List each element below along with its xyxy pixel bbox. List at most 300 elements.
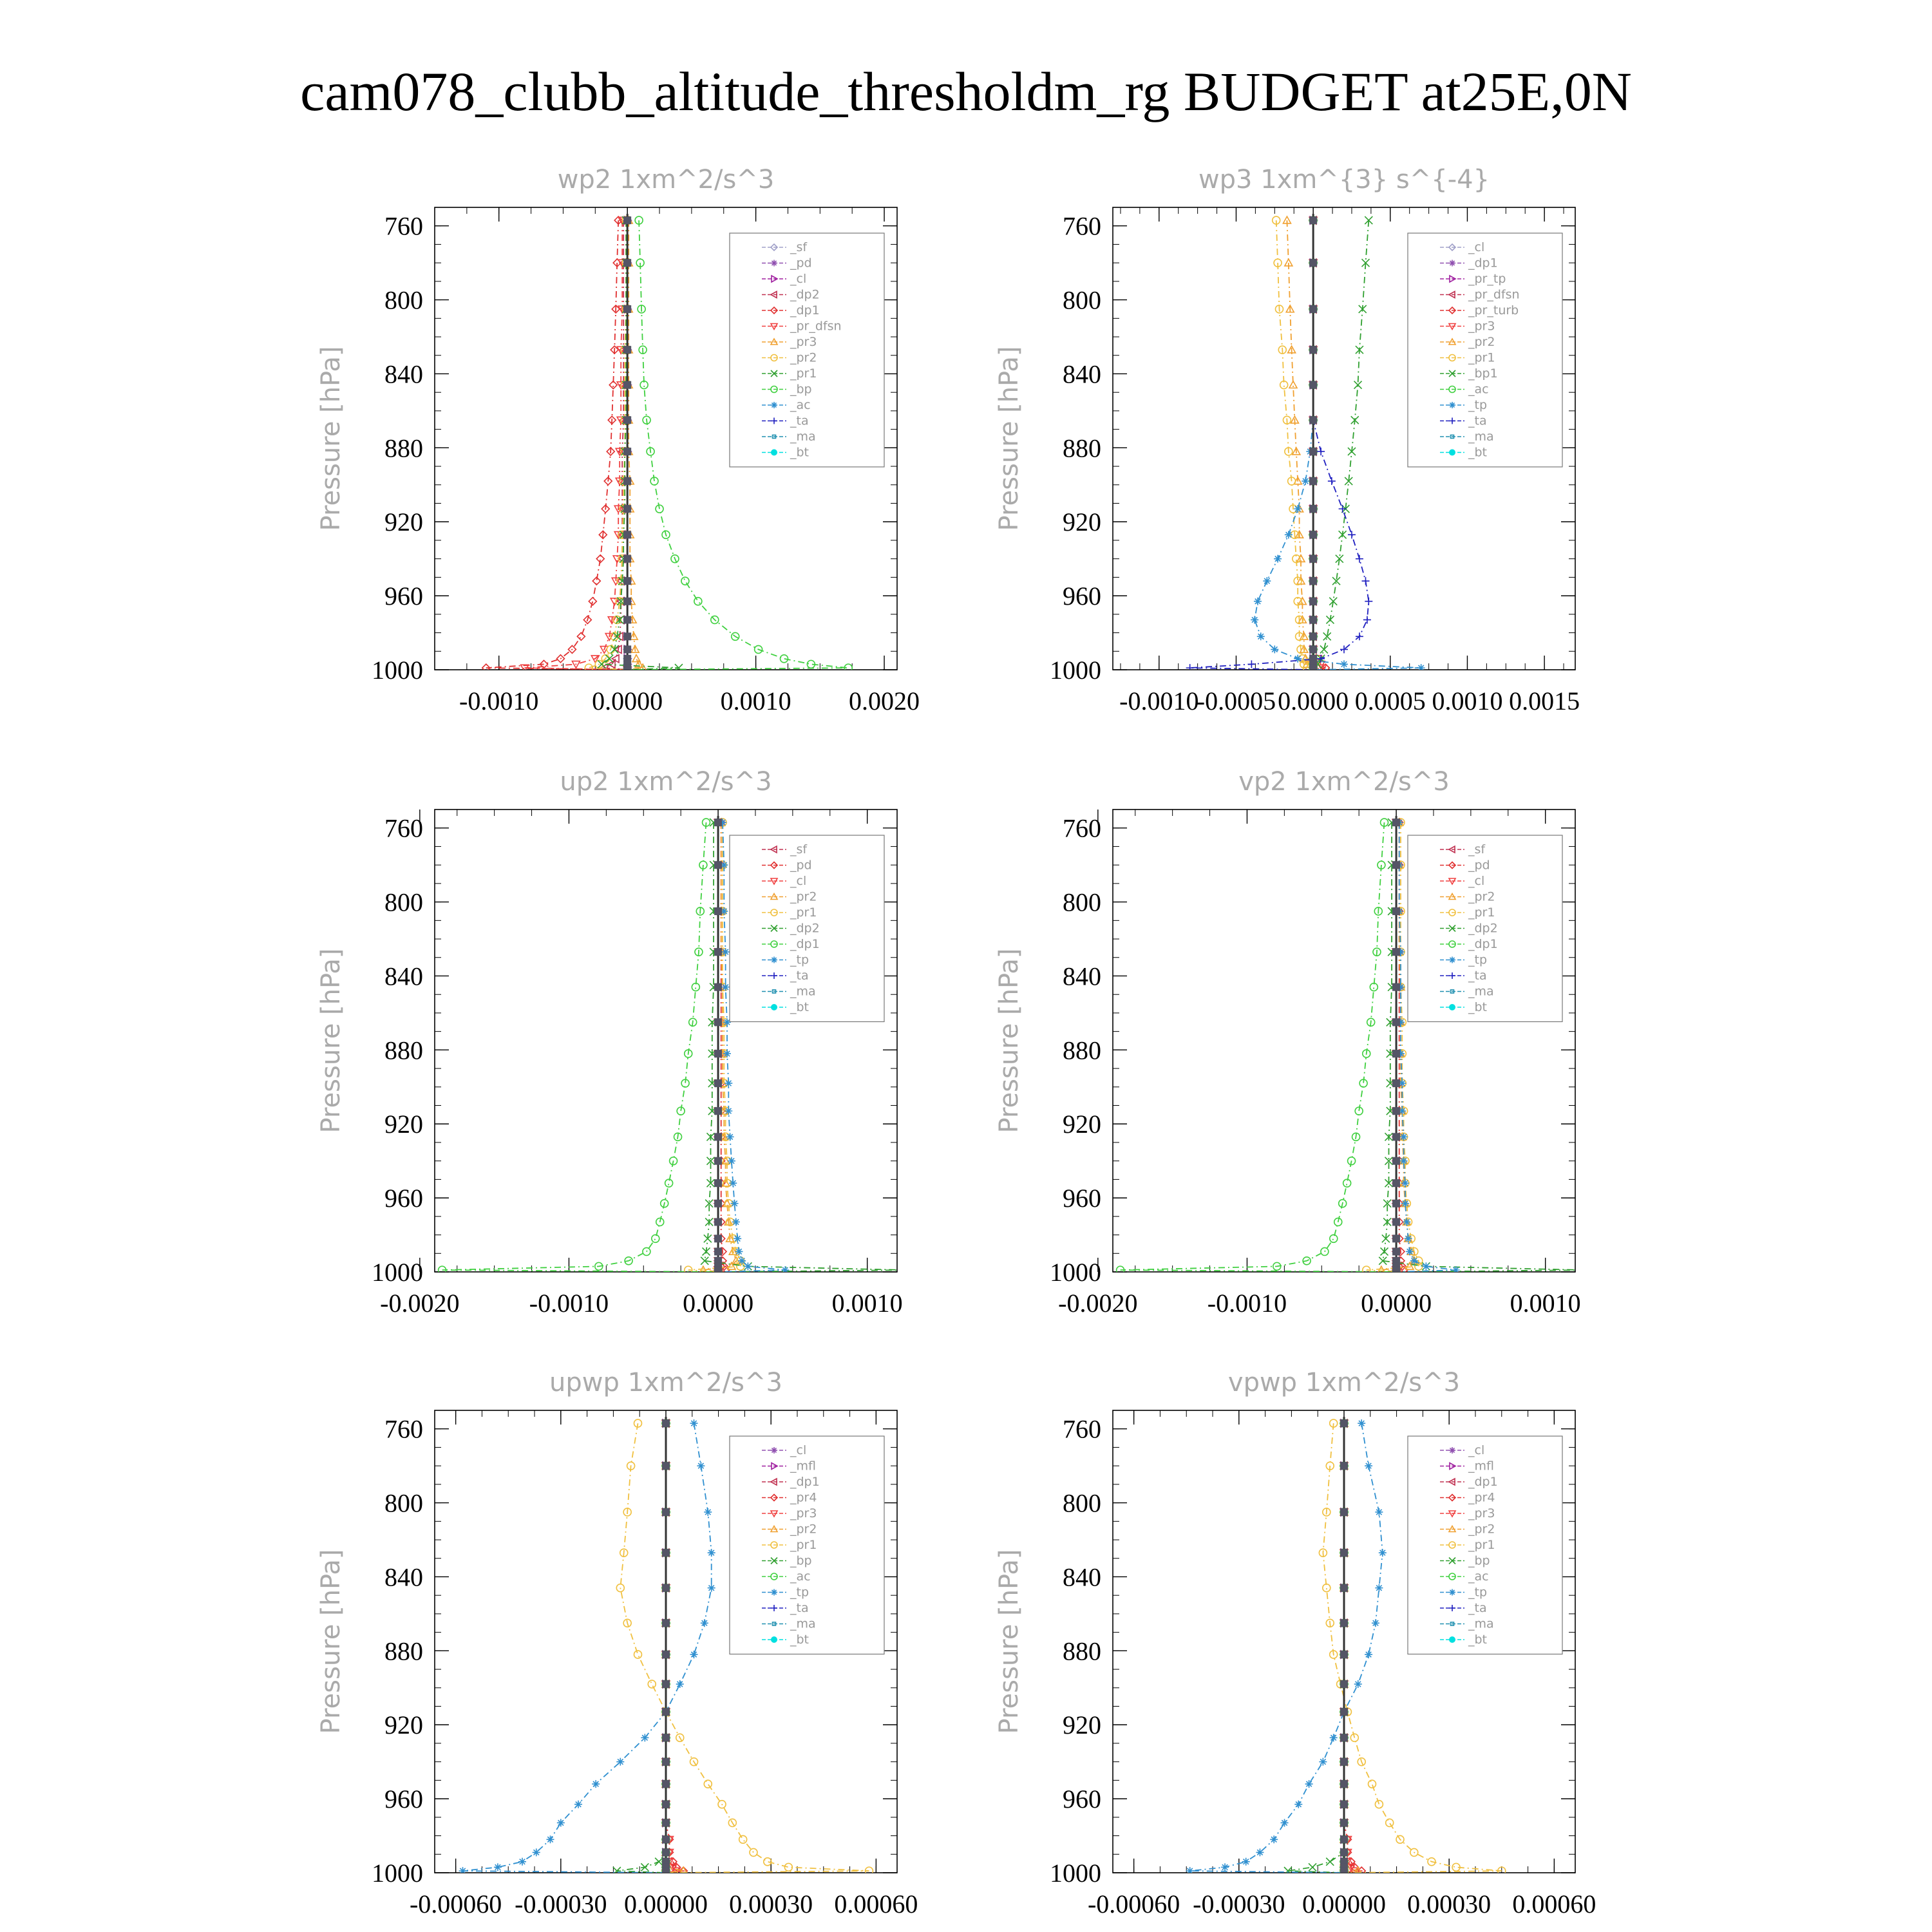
x-tick-label: -0.0010: [1119, 687, 1199, 715]
data-point: [714, 1235, 722, 1242]
legend-label: _bp: [1468, 1553, 1490, 1568]
x-tick-label: -0.0010: [459, 687, 539, 715]
series-line-bp: [1288, 1423, 1344, 1873]
data-point: [764, 1858, 772, 1866]
data-point: [1319, 1758, 1327, 1766]
legend: [730, 233, 884, 467]
data-point: [701, 1619, 708, 1627]
data-point: [714, 861, 722, 869]
x-tick-label: 0.0015: [1509, 687, 1580, 715]
y-tick-label: 760: [384, 211, 423, 241]
data-point: [1392, 1018, 1400, 1026]
legend-marker: [771, 402, 777, 408]
legend-marker: [1449, 260, 1455, 267]
data-point: [714, 1179, 722, 1187]
data-point: [1340, 1869, 1348, 1877]
data-point: [714, 1200, 722, 1208]
legend-label: _ta: [790, 969, 809, 983]
data-point: [714, 1157, 722, 1165]
data-point: [494, 1863, 502, 1871]
legend-label: _mfl: [1468, 1459, 1494, 1473]
y-tick-label: 880: [384, 433, 423, 463]
data-point: [623, 598, 631, 605]
legend-label: _pr_dfsn: [790, 319, 842, 334]
legend-label: _pr_tp: [1468, 272, 1506, 286]
data-point: [1358, 1419, 1365, 1427]
data-point: [1309, 598, 1317, 605]
data-point: [1309, 448, 1317, 455]
data-point: [1400, 1157, 1408, 1165]
data-point: [1309, 616, 1317, 623]
data-point: [1309, 577, 1317, 585]
legend-label: _dp1: [1468, 937, 1498, 951]
data-point: [1392, 983, 1400, 991]
data-point: [652, 1235, 659, 1242]
data-point: [1405, 1235, 1412, 1242]
data-point: [1340, 1680, 1348, 1688]
legend-label: _pr2: [1468, 1522, 1495, 1537]
data-point: [662, 1801, 670, 1808]
y-tick-label: 960: [384, 1184, 423, 1213]
legend-label: _sf: [1468, 842, 1486, 857]
data-point: [623, 259, 631, 267]
data-point: [623, 505, 631, 513]
data-point: [1309, 666, 1317, 674]
data-point: [1340, 1619, 1348, 1627]
data-point: [1251, 616, 1258, 623]
data-point: [714, 1018, 722, 1026]
data-point: [704, 1780, 712, 1788]
legend: [1408, 835, 1562, 1022]
data-point: [662, 1819, 670, 1826]
data-point: [1340, 1801, 1348, 1808]
y-tick-label: 840: [1063, 359, 1101, 389]
data-point: [1363, 616, 1371, 623]
data-point: [662, 1419, 670, 1427]
legend-label: _ma: [790, 984, 816, 999]
y-axis-label: Pressure [hPa]: [316, 948, 346, 1133]
y-axis-label: Pressure [hPa]: [994, 346, 1024, 531]
data-point: [1422, 1262, 1430, 1270]
data-point: [1340, 1584, 1348, 1592]
data-point: [1309, 645, 1317, 653]
legend-label: _dp2: [790, 287, 820, 302]
panel-title: vpwp 1xm^2/s^3: [1227, 1368, 1461, 1397]
y-tick-label: 1000: [1050, 656, 1101, 685]
data-point: [1302, 477, 1309, 485]
data-point: [518, 1858, 526, 1866]
data-point: [1340, 1462, 1348, 1470]
legend-label: _ma: [790, 1616, 816, 1631]
legend-label: _ac: [1468, 1569, 1489, 1584]
y-tick-label: 880: [1063, 1636, 1101, 1666]
legend-label: _ta: [1468, 413, 1487, 428]
data-point: [641, 1734, 649, 1741]
data-point: [1340, 1848, 1348, 1856]
x-tick-label: -0.00060: [1087, 1889, 1180, 1918]
panel-upwp: [316, 1368, 918, 1918]
data-point: [714, 819, 722, 826]
y-tick-label: 1000: [372, 1859, 423, 1888]
data-point: [662, 1584, 670, 1592]
data-point: [662, 1508, 670, 1516]
legend-label: _ac: [790, 398, 811, 412]
x-tick-label: 0.00030: [729, 1889, 813, 1918]
data-point: [1392, 907, 1400, 915]
series-line-dp1: [486, 220, 627, 670]
data-point: [723, 1050, 731, 1057]
data-point: [724, 1107, 732, 1115]
data-point: [1263, 577, 1271, 585]
data-point: [1410, 1257, 1418, 1265]
data-point: [1309, 505, 1317, 513]
data-point: [676, 1680, 684, 1688]
legend-label: _bp: [790, 382, 812, 397]
legend-label: _ma: [790, 430, 816, 444]
y-tick-label: 840: [384, 961, 423, 991]
y-tick-label: 960: [384, 582, 423, 611]
legend-label: _ma: [1468, 430, 1494, 444]
legend-label: _bt: [790, 1633, 810, 1647]
y-tick-label: 800: [1063, 285, 1101, 315]
data-point: [735, 1247, 743, 1255]
legend-label: _tp: [790, 1585, 810, 1600]
series-line-tp: [1255, 220, 1421, 670]
y-tick-label: 800: [384, 285, 423, 315]
data-point: [1330, 1734, 1338, 1741]
data-point: [744, 1262, 752, 1270]
legend-label: _ta: [1468, 969, 1487, 983]
x-tick-label: -0.0005: [1196, 687, 1276, 715]
data-point: [1379, 1549, 1387, 1557]
legend-label: _cl: [1468, 874, 1485, 888]
data-point: [714, 983, 722, 991]
legend-label: _dp1: [790, 1475, 820, 1489]
data-point: [714, 948, 722, 956]
data-point: [616, 1758, 624, 1766]
data-point: [1309, 259, 1317, 267]
data-point: [729, 1179, 737, 1187]
y-tick-label: 920: [1063, 1710, 1101, 1740]
data-point: [1403, 1218, 1410, 1226]
legend-label: _pr2: [790, 889, 817, 904]
data-point: [1285, 531, 1293, 538]
y-tick-label: 920: [384, 1110, 423, 1139]
series-line-tp: [1190, 1423, 1383, 1873]
legend-label: _ac: [1468, 382, 1489, 397]
x-tick-label: 0.00000: [624, 1889, 708, 1918]
data-point: [901, 1266, 909, 1274]
data-point: [623, 555, 631, 563]
data-point: [662, 1619, 670, 1627]
data-point: [557, 1819, 565, 1826]
legend-label: _dp1: [1468, 1475, 1498, 1489]
legend-marker: [771, 1589, 777, 1596]
y-tick-label: 840: [1063, 961, 1101, 991]
data-point: [1317, 448, 1325, 455]
legend-label: _cl: [790, 874, 807, 888]
legend-label: _pr3: [1468, 1506, 1495, 1520]
data-point: [714, 907, 722, 915]
data-point: [1356, 555, 1363, 563]
legend-marker: [771, 260, 777, 267]
y-tick-label: 920: [1063, 507, 1101, 537]
legend-label: _dp1: [790, 303, 820, 317]
x-tick-label: 0.00000: [1302, 1889, 1386, 1918]
data-point: [1309, 416, 1317, 424]
legend-label: _ma: [1468, 984, 1494, 999]
data-point: [1305, 1780, 1313, 1788]
legend-label: _dp2: [1468, 921, 1498, 936]
legend-label: _pd: [790, 256, 812, 270]
legend-label: _tp: [1468, 398, 1488, 412]
data-point: [1294, 505, 1302, 513]
panel-vp2: [994, 767, 1587, 1318]
y-tick-label: 800: [1063, 887, 1101, 917]
data-point: [1392, 948, 1400, 956]
panel-title: upwp 1xm^2/s^3: [549, 1368, 782, 1397]
legend-label: _pr2: [1468, 335, 1495, 349]
data-point: [714, 1268, 722, 1276]
data-point: [1392, 1268, 1400, 1276]
data-point: [662, 1734, 670, 1741]
data-point: [662, 1758, 670, 1766]
data-point: [662, 1651, 670, 1658]
data-point: [714, 1247, 722, 1255]
legend-label: _bt: [1468, 1633, 1488, 1647]
series-line-pr1: [1276, 220, 1313, 670]
data-point: [1392, 1107, 1400, 1115]
legend-label: _pr1: [790, 366, 817, 381]
data-point: [459, 1867, 467, 1875]
y-tick-label: 960: [1063, 1785, 1101, 1814]
panel-title: up2 1xm^2/s^3: [560, 767, 772, 797]
series-line-dp1: [442, 822, 719, 1272]
data-point: [1340, 660, 1348, 668]
data-point: [662, 1680, 670, 1688]
legend-marker: [1449, 1589, 1455, 1596]
data-point: [623, 577, 631, 585]
legend-label: _bt: [1468, 1000, 1488, 1014]
data-point: [1271, 645, 1278, 653]
legend-label: _pr3: [1468, 319, 1495, 334]
page-title: cam078_clubb_altitude_thresholdm_rg BUDGET at25E,0N: [300, 61, 1632, 122]
data-point: [1365, 1651, 1372, 1658]
data-point: [1309, 555, 1317, 563]
data-point: [1274, 555, 1282, 563]
y-tick-label: 880: [1063, 1036, 1101, 1065]
x-tick-label: -0.0010: [529, 1289, 609, 1318]
legend-label: _sf: [790, 842, 808, 857]
y-tick-label: 960: [1063, 582, 1101, 611]
x-tick-label: 0.0000: [683, 1289, 754, 1318]
y-tick-label: 760: [1063, 813, 1101, 843]
legend: [730, 1436, 884, 1654]
legend-label: _pr3: [790, 1506, 817, 1520]
data-point: [731, 1200, 739, 1208]
legend-label: _pr1: [790, 1538, 817, 1552]
legend-label: _pr1: [1468, 350, 1495, 365]
x-tick-label: -0.0010: [1207, 1289, 1287, 1318]
y-axis-label: Pressure [hPa]: [994, 948, 1024, 1133]
y-tick-label: 1000: [1050, 1859, 1101, 1888]
legend: [1408, 1436, 1562, 1654]
y-tick-label: 1000: [1050, 1258, 1101, 1287]
data-point: [1340, 1835, 1348, 1843]
data-point: [1340, 1734, 1348, 1741]
series-line-pr_dfsn: [525, 220, 628, 670]
data-point: [1400, 1133, 1408, 1141]
data-point: [1242, 1858, 1250, 1866]
x-tick-label: -0.00030: [1193, 1889, 1285, 1918]
series-line-ta: [1190, 220, 1369, 670]
legend: [730, 835, 884, 1022]
x-tick-label: 0.00060: [1512, 1889, 1596, 1918]
data-point: [726, 1133, 734, 1141]
legend-label: _pr1: [790, 905, 817, 920]
legend-marker: [772, 450, 777, 455]
legend-label: _tp: [790, 952, 810, 967]
x-tick-label: 0.0000: [592, 687, 663, 715]
data-point: [1309, 1863, 1316, 1871]
x-tick-label: 0.0010: [720, 687, 791, 715]
data-point: [681, 577, 689, 585]
legend-label: _cl: [790, 1443, 807, 1457]
x-tick-label: 0.0010: [1432, 687, 1503, 715]
legend-label: _ta: [790, 413, 809, 428]
data-point: [592, 1780, 600, 1788]
legend-label: _pd: [1468, 858, 1490, 873]
data-point: [722, 983, 730, 991]
legend-label: _tp: [1468, 1585, 1488, 1600]
data-point: [648, 1680, 656, 1688]
y-tick-label: 960: [384, 1785, 423, 1814]
legend-label: _bp1: [1468, 366, 1498, 381]
legend-label: _bt: [790, 445, 810, 460]
data-point: [662, 1549, 670, 1557]
data-point: [1294, 1801, 1302, 1808]
data-point: [781, 1266, 789, 1274]
data-point: [1309, 632, 1317, 640]
legend-label: _mfl: [790, 1459, 816, 1473]
data-point: [694, 598, 702, 605]
legend-label: _ta: [1468, 1601, 1487, 1615]
data-point: [623, 305, 631, 313]
data-point: [697, 1462, 705, 1470]
data-point: [1309, 381, 1317, 389]
y-tick-label: 880: [384, 1036, 423, 1065]
legend-label: _pr2: [1468, 889, 1495, 904]
y-tick-label: 760: [384, 1414, 423, 1444]
legend-label: _pr1: [1468, 1538, 1495, 1552]
data-point: [1375, 1584, 1383, 1592]
data-point: [1320, 645, 1328, 653]
data-point: [1401, 1179, 1409, 1187]
data-point: [1330, 1235, 1338, 1242]
y-tick-label: 800: [1063, 1488, 1101, 1518]
data-point: [1348, 531, 1356, 538]
legend-label: _pr4: [1468, 1490, 1495, 1505]
x-tick-label: 0.0000: [1278, 687, 1349, 715]
data-point: [1362, 577, 1370, 585]
panel-up2: [316, 767, 909, 1318]
data-point: [1309, 477, 1317, 485]
y-tick-label: 880: [1063, 433, 1101, 463]
y-tick-label: 760: [1063, 1414, 1101, 1444]
legend-label: _pr4: [790, 1490, 817, 1505]
data-point: [1392, 1050, 1400, 1057]
data-point: [714, 1079, 722, 1087]
panel-vpwp: [994, 1368, 1596, 1918]
x-tick-label: 0.0010: [1510, 1289, 1581, 1318]
panel-wp2: [316, 165, 920, 715]
data-point: [1406, 1247, 1414, 1255]
y-tick-label: 880: [384, 1636, 423, 1666]
y-tick-label: 840: [384, 1562, 423, 1592]
data-point: [623, 477, 631, 485]
legend-label: _ta: [790, 1601, 809, 1615]
data-point: [722, 948, 730, 956]
y-tick-label: 960: [1063, 1184, 1101, 1213]
panel-title: wp3 1xm^{3} s^{-4}: [1198, 165, 1490, 194]
data-point: [623, 381, 631, 389]
legend-marker: [1449, 402, 1455, 408]
data-point: [1340, 1780, 1348, 1788]
y-tick-label: 840: [1063, 1562, 1101, 1592]
data-point: [1340, 1419, 1348, 1427]
data-point: [547, 1835, 554, 1843]
legend-marker: [771, 957, 777, 963]
y-tick-label: 800: [384, 1488, 423, 1518]
data-point: [662, 1869, 670, 1877]
data-point: [623, 416, 631, 424]
data-point: [662, 1708, 670, 1716]
legend-marker: [1450, 1005, 1455, 1010]
legend-label: _pr2: [790, 350, 817, 365]
x-tick-label: 0.0000: [1361, 1289, 1432, 1318]
data-point: [1375, 1801, 1383, 1808]
data-point: [724, 1079, 732, 1087]
y-axis-label: Pressure [hPa]: [316, 346, 346, 531]
y-tick-label: 920: [1063, 1110, 1101, 1139]
data-point: [690, 1651, 698, 1658]
data-point: [585, 664, 592, 672]
y-tick-label: 760: [384, 813, 423, 843]
data-point: [714, 1050, 722, 1057]
y-axis-label: Pressure [hPa]: [994, 1549, 1024, 1734]
legend-label: _bt: [790, 1000, 810, 1014]
x-tick-label: 0.0010: [831, 1289, 903, 1318]
data-point: [1392, 1218, 1400, 1226]
data-point: [1256, 1848, 1264, 1856]
data-point: [1340, 1651, 1348, 1658]
y-axis-label: Pressure [hPa]: [316, 1549, 346, 1734]
data-point: [1386, 1819, 1394, 1826]
data-point: [1392, 1235, 1400, 1242]
legend-label: _dp1: [1468, 256, 1498, 270]
data-point: [623, 346, 631, 354]
series-line-bp: [617, 1423, 666, 1873]
data-point: [1281, 1819, 1289, 1826]
y-tick-label: 920: [384, 507, 423, 537]
panel-title: vp2 1xm^2/s^3: [1238, 767, 1450, 797]
data-point: [1340, 1708, 1348, 1716]
panel-wp3: [994, 165, 1580, 715]
panel-title: wp2 1xm^2/s^3: [557, 165, 775, 194]
data-point: [589, 598, 596, 605]
data-point: [1452, 1266, 1460, 1274]
data-point: [1221, 1863, 1229, 1871]
